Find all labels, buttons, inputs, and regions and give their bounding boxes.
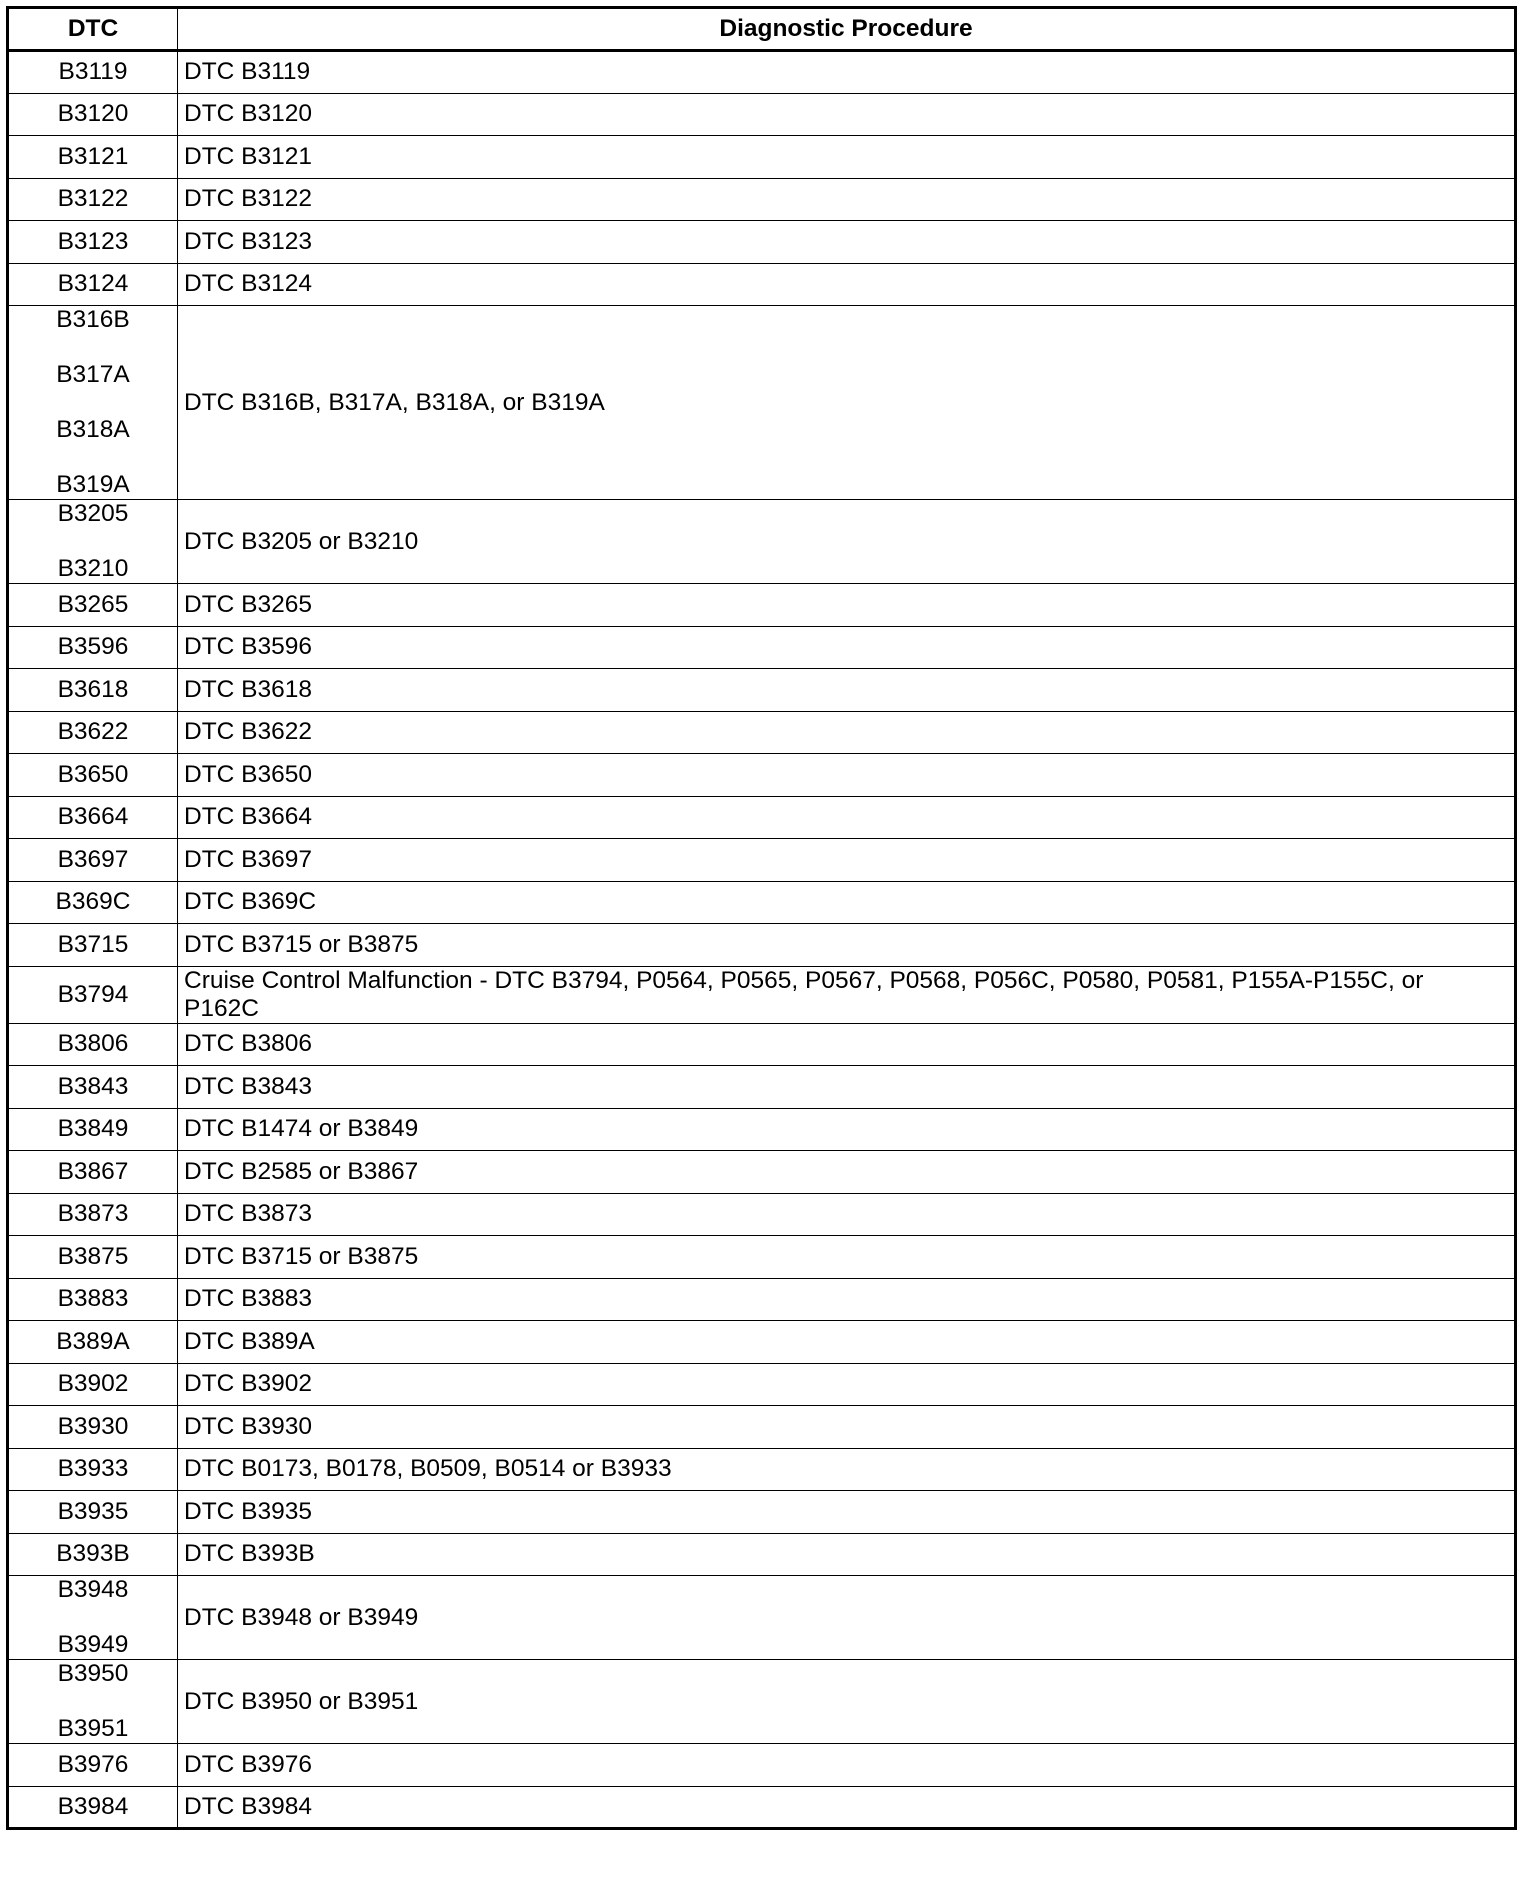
dtc-code: B3664 xyxy=(57,803,129,831)
table-row xyxy=(8,178,1516,221)
table-row xyxy=(8,221,1516,264)
dtc-code: B3618 xyxy=(57,675,129,703)
dtc-column-header: DTC xyxy=(8,8,178,51)
dtc-code: B3930 xyxy=(57,1412,129,1440)
dtc-code-cell xyxy=(8,1193,178,1236)
table-row xyxy=(8,754,1516,797)
table-row xyxy=(8,1236,1516,1279)
table-body xyxy=(8,51,1516,1829)
table-row xyxy=(8,136,1516,179)
header-row xyxy=(8,8,1516,51)
table-header xyxy=(8,8,1516,51)
dtc-code: B3205 xyxy=(57,500,129,527)
dtc-code-cell xyxy=(8,1108,178,1151)
table-row xyxy=(8,796,1516,839)
dtc-code-cell xyxy=(8,839,178,882)
diagnostic-procedure-link[interactable]: DTC B3123 xyxy=(178,221,1516,264)
diagnostic-procedure-link[interactable]: Cruise Control Malfunction - DTC B3794, P0564, P0565, P0567, P0568, P056C, P0580, P0581, P155A-P155C, or P162C xyxy=(178,966,1516,1023)
dtc-code: B3715 xyxy=(57,930,129,958)
dtc-code-cell xyxy=(8,1786,178,1829)
dtc-code: B317A xyxy=(56,361,130,388)
dtc-code-cell xyxy=(8,178,178,221)
dtc-code: B316B xyxy=(56,306,130,333)
diagnostic-procedure-link[interactable]: DTC B3948 or B3949 xyxy=(178,1576,1516,1660)
dtc-code: B3210 xyxy=(57,555,129,582)
dtc-code-cell xyxy=(8,669,178,712)
dtc-code: B3794 xyxy=(57,980,129,1008)
dtc-code: B3883 xyxy=(57,1285,129,1313)
diagnostic-procedure-link[interactable]: DTC B3843 xyxy=(178,1066,1516,1109)
dtc-code-cell xyxy=(8,1236,178,1279)
table-row xyxy=(8,839,1516,882)
dtc-code: B3119 xyxy=(58,58,128,86)
diagnostic-procedure-link[interactable]: DTC B3873 xyxy=(178,1193,1516,1236)
dtc-code: B3867 xyxy=(57,1157,129,1185)
dtc-code: B3697 xyxy=(57,845,129,873)
dtc-code-cell xyxy=(8,1406,178,1449)
diagnostic-procedure-link[interactable]: DTC B3902 xyxy=(178,1363,1516,1406)
dtc-code: B3650 xyxy=(57,760,129,788)
diagnostic-procedure-link[interactable]: DTC B3618 xyxy=(178,669,1516,712)
diagnostic-procedure-link[interactable]: DTC B3622 xyxy=(178,711,1516,754)
dtc-code-cell xyxy=(8,1744,178,1787)
dtc-code: B3935 xyxy=(57,1497,129,1525)
table-row xyxy=(8,1786,1516,1829)
diagnostic-procedure-link[interactable]: DTC B389A xyxy=(178,1321,1516,1364)
diagnostic-procedure-link[interactable]: DTC B3120 xyxy=(178,93,1516,136)
dtc-code: B3124 xyxy=(57,270,129,298)
table-row xyxy=(8,1660,1516,1744)
diagnostic-procedure-link[interactable]: DTC B3715 or B3875 xyxy=(178,1236,1516,1279)
dtc-code-cell xyxy=(8,754,178,797)
dtc-code-cell xyxy=(8,924,178,967)
table-row xyxy=(8,93,1516,136)
dtc-code: B3873 xyxy=(57,1200,129,1228)
diagnostic-procedure-link[interactable]: DTC B3650 xyxy=(178,754,1516,797)
diagnostic-procedure-link[interactable]: DTC B3697 xyxy=(178,839,1516,882)
dtc-code: B3933 xyxy=(57,1455,129,1483)
diagnostic-procedure-link[interactable]: DTC B3596 xyxy=(178,626,1516,669)
table-row xyxy=(8,1576,1516,1660)
table-row xyxy=(8,1023,1516,1066)
dtc-code-cell xyxy=(8,1278,178,1321)
dtc-code: B3622 xyxy=(57,718,129,746)
dtc-code: B389A xyxy=(56,1327,130,1355)
dtc-code: B3984 xyxy=(57,1792,129,1820)
dtc-code-cell xyxy=(8,1066,178,1109)
table-row xyxy=(8,1533,1516,1576)
diagnostic-procedure-link[interactable]: DTC B0173, B0178, B0509, B0514 or B3933 xyxy=(178,1448,1516,1491)
dtc-code-cell xyxy=(8,221,178,264)
dtc-code: B3951 xyxy=(57,1715,129,1742)
dtc-code-cell xyxy=(8,626,178,669)
table-row xyxy=(8,1448,1516,1491)
table-row xyxy=(8,1278,1516,1321)
table-row xyxy=(8,626,1516,669)
diagnostic-procedure-link[interactable]: DTC B3119 xyxy=(178,51,1516,94)
dtc-code: B3949 xyxy=(57,1631,129,1658)
table-row xyxy=(8,306,1516,500)
dtc-code-cell xyxy=(8,1023,178,1066)
dtc-code-cell xyxy=(8,1321,178,1364)
dtc-code-cell xyxy=(8,711,178,754)
dtc-code: B3849 xyxy=(57,1115,129,1143)
diagnostic-procedure-link[interactable]: DTC B369C xyxy=(178,881,1516,924)
dtc-code: B393B xyxy=(56,1540,130,1568)
dtc-code: B369C xyxy=(55,888,131,916)
table-row xyxy=(8,584,1516,627)
diagnostic-procedure-link[interactable]: DTC B316B, B317A, B318A, or B319A xyxy=(178,306,1516,500)
table-row xyxy=(8,881,1516,924)
dtc-code: B3950 xyxy=(57,1660,129,1687)
dtc-code: B3948 xyxy=(57,1576,129,1603)
dtc-code-cell xyxy=(8,136,178,179)
dtc-code: B3902 xyxy=(57,1370,129,1398)
diagnostic-procedure-link[interactable]: DTC B3935 xyxy=(178,1491,1516,1534)
dtc-code: B318A xyxy=(56,416,130,443)
table-row xyxy=(8,1193,1516,1236)
dtc-code-cell xyxy=(8,1448,178,1491)
diagnostic-procedure-link[interactable]: DTC B3124 xyxy=(178,263,1516,306)
table-row xyxy=(8,1363,1516,1406)
diagnostic-procedure-link[interactable]: DTC B3950 or B3951 xyxy=(178,1660,1516,1744)
diagnostic-procedure-link[interactable]: DTC B3984 xyxy=(178,1786,1516,1829)
table-row xyxy=(8,1491,1516,1534)
table-row xyxy=(8,51,1516,94)
dtc-code-cell xyxy=(8,93,178,136)
dtc-code-cell xyxy=(8,1660,178,1744)
diagnostic-procedure-link[interactable]: DTC B3930 xyxy=(178,1406,1516,1449)
dtc-code-cell xyxy=(8,1491,178,1534)
table-row xyxy=(8,711,1516,754)
diagnostic-procedure-link[interactable]: DTC B3122 xyxy=(178,178,1516,221)
diagnostic-procedure-link[interactable]: DTC B3976 xyxy=(178,1744,1516,1787)
dtc-code-cell xyxy=(8,1533,178,1576)
table-row xyxy=(8,924,1516,967)
dtc-code: B3122 xyxy=(57,185,129,213)
diagnostic-procedure-link[interactable]: DTC B3121 xyxy=(178,136,1516,179)
dtc-code: B3265 xyxy=(57,590,129,618)
dtc-code-cell xyxy=(8,263,178,306)
dtc-code-cell xyxy=(8,796,178,839)
dtc-code-cell xyxy=(8,881,178,924)
table-row xyxy=(8,263,1516,306)
table-row xyxy=(8,500,1516,584)
dtc-code-cell xyxy=(8,1576,178,1660)
table-row xyxy=(8,966,1516,1023)
diagnostic-procedure-link[interactable]: DTC B3715 or B3875 xyxy=(178,924,1516,967)
dtc-code: B3875 xyxy=(57,1242,129,1270)
dtc-code: B3121 xyxy=(57,142,129,170)
table-row xyxy=(8,1151,1516,1194)
table-row xyxy=(8,1744,1516,1787)
diagnostic-procedure-link[interactable]: DTC B3664 xyxy=(178,796,1516,839)
procedure-column-header: Diagnostic Procedure xyxy=(178,8,1516,51)
dtc-code: B3123 xyxy=(57,227,129,255)
diagnostic-procedure-link[interactable]: DTC B1474 or B3849 xyxy=(178,1108,1516,1151)
dtc-code: B3120 xyxy=(57,100,129,128)
dtc-code-cell xyxy=(8,306,178,500)
dtc-code: B3596 xyxy=(57,633,129,661)
diagnostic-procedure-link[interactable]: DTC B3883 xyxy=(178,1278,1516,1321)
dtc-code: B3806 xyxy=(57,1030,129,1058)
dtc-code: B319A xyxy=(56,471,130,498)
table-row xyxy=(8,1108,1516,1151)
dtc-table xyxy=(6,6,1517,1830)
dtc-code: B3843 xyxy=(57,1072,129,1100)
dtc-code-cell xyxy=(8,500,178,584)
table-row xyxy=(8,669,1516,712)
dtc-code-cell xyxy=(8,51,178,94)
dtc-code-cell xyxy=(8,1363,178,1406)
diagnostic-procedure-link[interactable]: DTC B3205 or B3210 xyxy=(178,500,1516,584)
diagnostic-procedure-link[interactable]: DTC B3806 xyxy=(178,1023,1516,1066)
diagnostic-procedure-link[interactable]: DTC B393B xyxy=(178,1533,1516,1576)
table-row xyxy=(8,1321,1516,1364)
table-row xyxy=(8,1066,1516,1109)
dtc-code-cell xyxy=(8,966,178,1023)
table-row xyxy=(8,1406,1516,1449)
diagnostic-procedure-link[interactable]: DTC B2585 or B3867 xyxy=(178,1151,1516,1194)
diagnostic-procedure-link[interactable]: DTC B3265 xyxy=(178,584,1516,627)
dtc-code: B3976 xyxy=(57,1750,129,1778)
dtc-code-cell xyxy=(8,584,178,627)
dtc-code-cell xyxy=(8,1151,178,1194)
